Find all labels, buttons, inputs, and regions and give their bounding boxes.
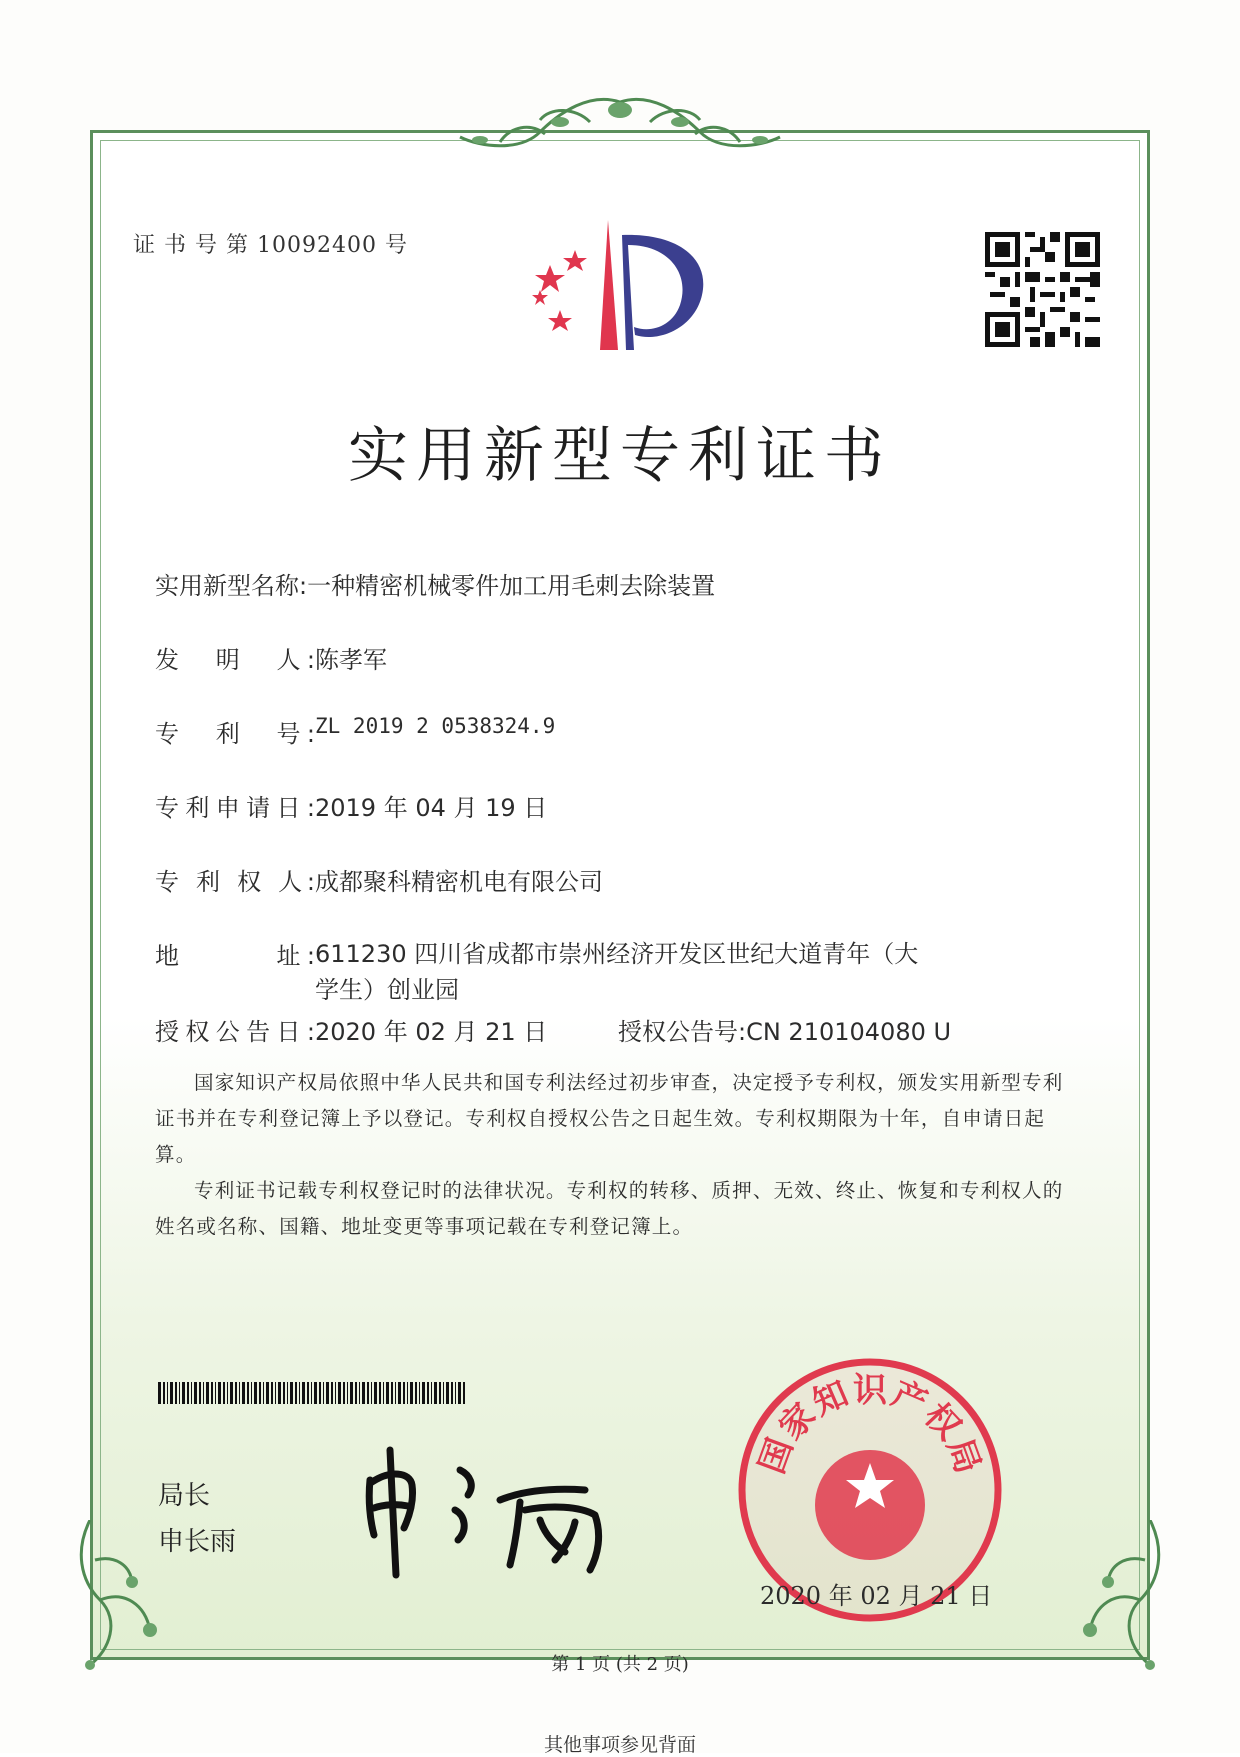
director-signature-icon	[350, 1440, 630, 1580]
utility-model-name-label: 实用新型名称:	[155, 572, 308, 600]
application-date-row	[155, 788, 547, 823]
seal-char: 识	[853, 1370, 887, 1411]
seal-date: 2020 年 02 月 21 日	[760, 1582, 993, 1610]
seal-char: 家	[771, 1395, 824, 1448]
utility-model-name-value: 一种精密机械零件加工用毛刺去除装置	[307, 572, 716, 600]
certificate-number: 证 书 号 第 10092400 号	[133, 233, 408, 258]
inventor-label: 发 明 人:	[155, 646, 315, 674]
grant-announcement-date-label: 授权公告日:	[155, 1018, 315, 1046]
patent-number-row	[155, 714, 555, 749]
patent-office-logo-icon	[530, 215, 720, 355]
application-date-value: 2019 年 04 月 19 日	[315, 794, 548, 822]
body-paragraph-2: 专利证书记载专利权登记时的法律状况。专利权的转移、质押、无效、终止、恢复和专利权人的姓名或名称、国籍、地址变更等事项记载在专利登记簿上。	[155, 1179, 1064, 1238]
footer-note: 其他事项参见背面	[543, 1734, 696, 1756]
body-paragraph-1: 国家知识产权局依照中华人民共和国专利法经过初步审查，决定授予专利权，颁发实用新型专利证书并在专利登记簿上予以登记。专利权自授权公告之日起生效。专利权期限为十年，自申请日起算。	[155, 1071, 1064, 1166]
grant-announcement-number-value: CN 210104080 U	[746, 1018, 952, 1046]
grant-announcement-date-value: 2020 年 02 月 21 日	[315, 1018, 548, 1046]
top-ornament-icon	[440, 92, 800, 162]
grant-announcement-number-row	[618, 1012, 951, 1047]
grant-announcement-number-label: 授权公告号:	[618, 1018, 747, 1046]
address-row	[155, 936, 935, 1008]
seal-char: 局	[938, 1433, 989, 1479]
patentee-row	[155, 862, 603, 897]
qr-code-icon	[985, 232, 1100, 347]
seal-char: 知	[807, 1373, 855, 1424]
utility-model-name-row	[155, 566, 715, 601]
director-title: 局长	[158, 1481, 211, 1511]
patentee-label: 专 利 权 人:	[155, 868, 315, 896]
corner-ornament-right-icon	[1060, 1520, 1170, 1670]
application-date-label: 专利申请日:	[155, 794, 315, 822]
seal-char: 国	[751, 1433, 802, 1479]
patent-number-value: ZL 2019 2 0538324.9	[315, 714, 556, 738]
address-value: 611230 四川省成都市崇州经济开发区世纪大道青年（大学生）创业园	[315, 940, 919, 1004]
seal-char: 权	[916, 1395, 969, 1448]
address-label: 地 址:	[155, 942, 315, 970]
seal-char: 产	[885, 1373, 933, 1424]
barcode-icon	[158, 1382, 468, 1404]
certificate-title: 实用新型专利证书	[348, 421, 892, 491]
inventor-value: 陈孝军	[315, 646, 387, 674]
inventor-row	[155, 640, 387, 675]
page-indicator: 第 1 页 (共 2 页)	[551, 1654, 689, 1675]
patentee-value: 成都聚科精密机电有限公司	[315, 868, 603, 896]
director-name: 申长雨	[158, 1527, 237, 1557]
patent-number-label: 专 利 号:	[155, 720, 315, 748]
grant-announcement-date-row	[155, 1012, 547, 1047]
